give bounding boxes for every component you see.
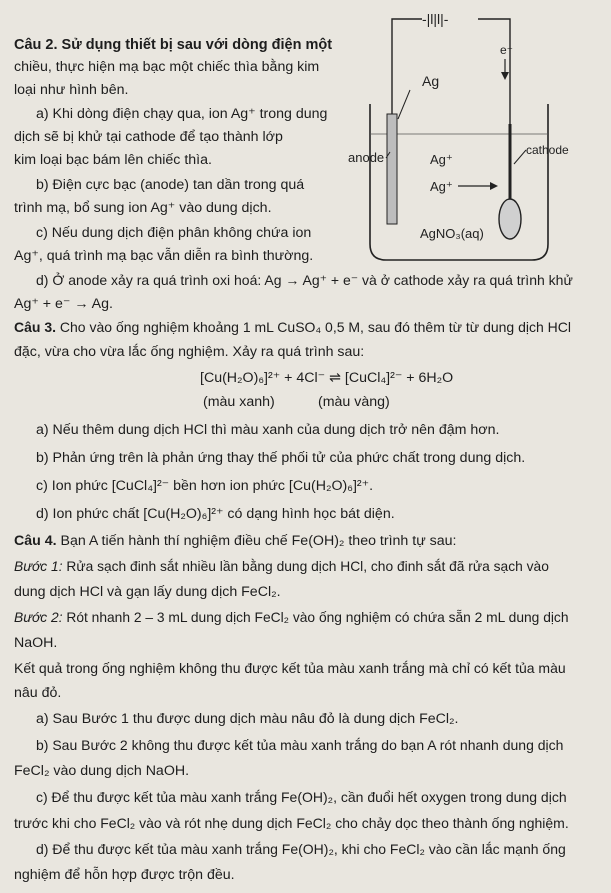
step-label: Bước 1:: [14, 559, 63, 574]
electron-label: e⁻: [500, 43, 514, 57]
q2-intro-line3: loại như hình bên.: [14, 82, 129, 98]
q2-c-line2: Ag⁺, quá trình mạ bạc vẫn diễn ra bình thường.: [14, 248, 314, 264]
q2-a-line3: kim loại bạc bám lên chiếc thìa.: [14, 152, 212, 168]
question-number: Câu 4.: [14, 533, 57, 549]
ag-ion-label-1: Ag⁺: [430, 152, 453, 167]
cathode-label: cathode: [526, 143, 569, 157]
q3-intro-line2: đặc, vừa cho vừa lắc ống nghiệm. Xảy ra quá trình sau:: [14, 344, 365, 360]
q4-c-line2: trước khi cho FeCl₂ vào và rót nhẹ dung dịch FeCl₂ cho chảy dọc theo thành ống nghiệm.: [14, 815, 569, 831]
q3-color-left: (màu xanh): [203, 394, 275, 410]
battery-symbol: -|l|l|-: [422, 11, 449, 27]
solution-label: AgNO₃(aq): [420, 226, 484, 241]
electron-arrowhead: [501, 72, 509, 80]
q4-d-line1: d) Để thu được kết tủa màu xanh trắng Fe(OH)₂, khi cho FeCl₂ vào cần lắc mạnh ống: [36, 841, 566, 857]
q3-b: b) Phản ứng trên là phản ứng thay thế phối tử của phức chất trong dung dịch.: [36, 450, 526, 466]
q4-d-line2: nghiệm để hỗn hợp được trộn đều.: [14, 867, 235, 883]
q4-b-line2: FeCl₂ vào dung dịch NaOH.: [14, 763, 190, 779]
cathode-pointer: [514, 150, 526, 164]
q4-result-line1: Kết quả trong ống nghiệm không thu được kết tủa màu xanh trắng mà chỉ có kết tủa màu: [14, 660, 566, 676]
q4-step2-line1: Bước 2: Rót nhanh 2 – 3 mL dung dịch FeCl₂ vào ống nghiệm có chứa sẵn 2 mL dung dịch: [14, 610, 569, 625]
question-number: Câu 3.: [14, 319, 57, 335]
anode-plate: [387, 114, 397, 224]
q3-c: c) Ion phức [CuCl₄]²⁻ bền hơn ion phức [Cu(H₂O)₆]²⁺.: [36, 478, 374, 494]
q4-result-line2: nâu đỏ.: [14, 685, 62, 701]
q3-equation: [Cu(H₂O)₆]²⁺ + 4Cl⁻ ⇌ [CuCl₄]²⁻ + 6H₂O: [200, 370, 454, 386]
q2-a-line1: a) Khi dòng điện chạy qua, ion Ag⁺ trong dung: [36, 106, 328, 122]
q2-b-line2: trình mạ, bổ sung ion Ag⁺ vào dung dịch.: [14, 200, 272, 216]
q2-d-line1: d) Ở anode xảy ra quá trình oxi hoá: Ag → Ag⁺ + e⁻ và ở cathode xảy ra quá trình khử: [36, 272, 573, 288]
q3-intro-line1: Câu 3. Cho vào ống nghiệm khoảng 1 mL CuSO₄ 0,5 M, sau đó thêm từ từ dung dịch HCl: [14, 319, 572, 335]
step-label: Bước 2:: [14, 610, 63, 625]
electroplating-diagram: [330, 4, 610, 266]
q2-intro-text: Câu 2. Sử dụng thiết bị sau với dòng điện một: [14, 37, 333, 53]
q2-c-line1: c) Nếu dung dịch điện phân không chứa ion: [36, 225, 312, 241]
q4-step2-line2: NaOH.: [14, 635, 58, 651]
q4-step1-line1: Bước 1: Rửa sạch đinh sắt nhiều lần bằng dung dịch HCl, cho đinh sắt đã rửa sạch vào: [14, 559, 549, 574]
q4-b-line1: b) Sau Bước 2 không thu được kết tủa màu xanh trắng do bạn A rót nhanh dung dịch: [36, 737, 564, 753]
ag-pointer: [398, 90, 410, 119]
ion-migration-arrowhead: [490, 182, 498, 190]
q2-d-line2: Ag⁺ + e⁻ → Ag.: [14, 296, 113, 312]
q2-intro-line2: chiều, thực hiện mạ bạc một chiếc thìa bằng kim: [14, 59, 320, 75]
q3-color-right: (màu vàng): [318, 394, 390, 410]
spoon-bowl: [499, 199, 521, 239]
anode-label: anode: [348, 150, 385, 165]
q4-a: a) Sau Bước 1 thu được dung dịch màu nâu đỏ là dung dịch FeCl₂.: [36, 711, 459, 727]
q3-d: d) Ion phức chất [Cu(H₂O)₆]²⁺ có dạng hình học bát diện.: [36, 506, 395, 522]
q4-c-line1: c) Để thu được kết tủa màu xanh trắng Fe(OH)₂, cần đuổi hết oxygen trong dung dịch: [36, 789, 567, 805]
ag-ion-label-2: Ag⁺: [430, 179, 453, 194]
q2-intro-line1: [14, 36, 332, 54]
q2-b-line1: b) Điện cực bạc (anode) tan dần trong quá: [36, 177, 305, 193]
q4-intro: Câu 4. Bạn A tiến hành thí nghiệm điều chế Fe(OH)₂ theo trình tự sau:: [14, 533, 457, 549]
ag-label: Ag: [422, 73, 440, 89]
q2-a-line2: dịch sẽ bị khử tại cathode để tạo thành lớp: [14, 129, 283, 145]
q3-a: a) Nếu thêm dung dịch HCl thì màu xanh của dung dịch trở nên đậm hơn.: [36, 422, 500, 438]
q4-step1-line2: dung dịch HCl và gạn lấy dung dịch FeCl₂.: [14, 584, 281, 600]
